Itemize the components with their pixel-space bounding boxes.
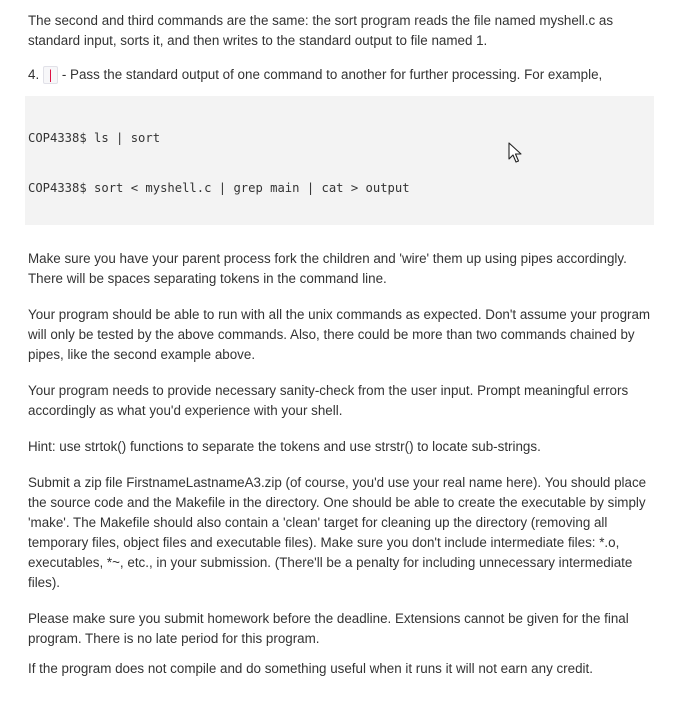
paragraph-submission: Submit a zip file FirstnameLastnameA3.zip (of course, you'd use your real name here). You should place the source code and the Makefile in the directory. One should be able to create the executable by simply 'make'. The Makefile should also contain a 'clean' target for cleaning up the directory (removing all temporary files, object files and executable files). Make sure you don't include intermediate files: *.o, executables, *~, etc., in your submission. (There'll be a penalty for including unnecessary intermediate files). xyxy=(28,475,647,590)
code-example-block xyxy=(25,96,654,225)
list-item-text: - Pass the standard output of one command to another for further processing. For example, xyxy=(61,67,603,82)
paragraph-fork-pipes: Make sure you have your parent process fork the children and 'wire' them up using pipes accordingly. There will be spaces separating tokens in the command line. xyxy=(28,251,627,286)
paragraph-sanity-check: Your program needs to provide necessary sanity-check from the user input. Prompt meaningful errors accordingly as what you'd experience with your shell. xyxy=(28,383,629,418)
list-item-pipe xyxy=(28,65,660,85)
code-line-ls-sort: COP4338$ ls | sort xyxy=(28,131,161,145)
list-item-number: 4. xyxy=(28,67,40,82)
paragraph-compile-credit: If the program does not compile and do something useful when it runs it will not earn any credit. xyxy=(28,661,593,676)
code-line-sort-grep: COP4338$ sort < myshell.c | grep main | cat > output xyxy=(28,181,410,195)
paragraph-hint: Hint: use strtok() functions to separate the tokens and use strstr() to locate sub-strings. xyxy=(28,439,541,454)
mouse-pointer-icon xyxy=(508,142,522,164)
paragraph-deadline: Please make sure you submit homework before the deadline. Extensions cannot be given for the final program. There is no late period for this program. xyxy=(28,611,629,646)
paragraph-sort-explanation: The second and third commands are the same: the sort program reads the file named myshell.c as standard input, sorts it, and then writes to the standard output to file named 1. xyxy=(28,13,614,48)
paragraph-unix-commands: Your program should be able to run with all the unix commands as expected. Don't assume your program will only be tested by the above commands. Also, there could be more than two commands chained by pipes, like the second example above. xyxy=(28,307,651,362)
pipe-inline-code: | xyxy=(43,66,58,84)
